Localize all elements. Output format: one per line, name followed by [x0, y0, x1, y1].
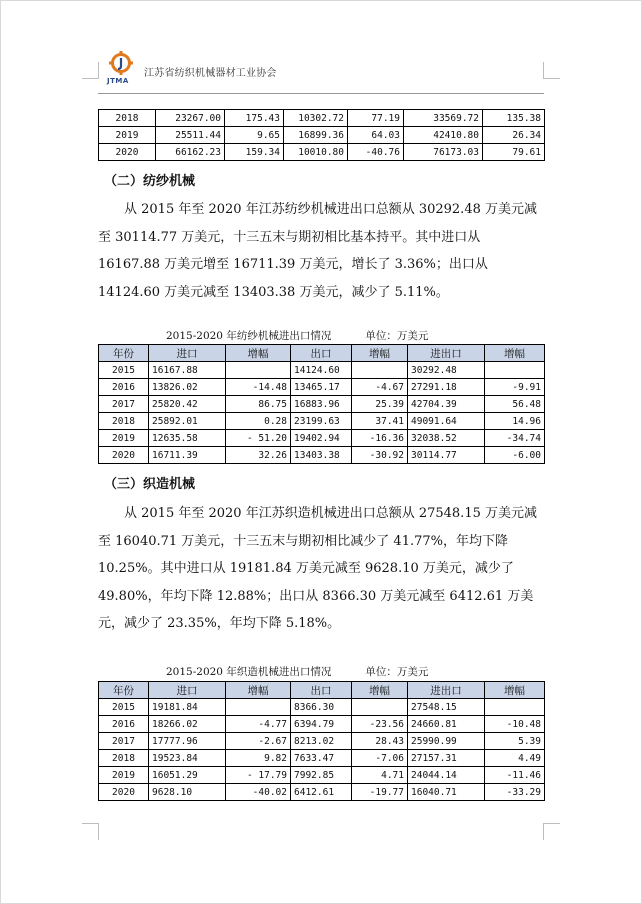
table-cell [226, 699, 291, 716]
column-header: 出口 [291, 682, 352, 699]
table-cell: 12635.58 [149, 430, 226, 447]
table-cell [352, 362, 408, 379]
table-caption-weaving [166, 664, 428, 679]
table-cell: 7633.47 [291, 750, 352, 767]
table-cell [485, 362, 545, 379]
table-cell: 33569.72 [404, 110, 483, 127]
table-caption-spinning [166, 328, 428, 343]
table-cell: 135.38 [483, 110, 545, 127]
table-cell: 6394.79 [291, 716, 352, 733]
table-cell: -23.56 [352, 716, 408, 733]
table-cell: 32.26 [226, 447, 291, 464]
table-cell: 16711.39 [149, 447, 226, 464]
table-cell: 2020 [99, 144, 156, 161]
table-cell: 9.65 [225, 127, 284, 144]
table-cell: 2016 [99, 716, 149, 733]
table-cell: 2015 [99, 362, 149, 379]
table-spinning-machinery [98, 344, 545, 464]
table-cell: 32038.52 [408, 430, 485, 447]
table-cell: 24044.14 [408, 767, 485, 784]
table-cell: 2017 [99, 733, 149, 750]
table-cell: 18266.02 [149, 716, 226, 733]
table-cell: 17777.96 [149, 733, 226, 750]
table-cell: 13465.17 [291, 379, 352, 396]
crop-mark-top-right [543, 62, 560, 79]
table-cell: 175.43 [225, 110, 284, 127]
table-cell: 77.19 [348, 110, 404, 127]
caption-title: 2015-2020 年织造机械进出口情况 [166, 666, 332, 678]
table-row [99, 733, 545, 750]
table-weaving-machinery [98, 681, 545, 801]
table-cell: 56.48 [485, 396, 545, 413]
table-cell: 86.75 [226, 396, 291, 413]
table-cell: 25990.99 [408, 733, 485, 750]
table-cell: 5.39 [485, 733, 545, 750]
table-cell: 14.96 [485, 413, 545, 430]
column-header: 出口 [291, 345, 352, 362]
column-header: 增幅 [226, 345, 291, 362]
table-cell [485, 699, 545, 716]
table-cell: -19.77 [352, 784, 408, 801]
column-header: 增幅 [352, 345, 408, 362]
column-header: 进口 [149, 345, 226, 362]
table-cell: 16051.29 [149, 767, 226, 784]
table-cell: 9.82 [226, 750, 291, 767]
table-cell: -2.67 [226, 733, 291, 750]
table-cell: 2019 [99, 127, 156, 144]
page-header [104, 50, 544, 90]
table-cell: 7992.85 [291, 767, 352, 784]
crop-mark-top-left [82, 62, 99, 79]
table-row [99, 767, 545, 784]
table-cell: 9628.10 [149, 784, 226, 801]
header-rule [98, 93, 544, 94]
table-cell: 13826.02 [149, 379, 226, 396]
table-cell: -4.67 [352, 379, 408, 396]
table-cell: -9.91 [485, 379, 545, 396]
table-row [99, 127, 545, 144]
table-cell: 8366.30 [291, 699, 352, 716]
table-cell: 42410.80 [404, 127, 483, 144]
table-cell: 19181.84 [149, 699, 226, 716]
paragraph-spinning: 从 2015 年至 2020 年江苏纺纱机械进出口总额从 30292.48 万美元减至 30114.77 万美元，十三五末与期初相比基本持平。其中进口从 16167.88 万美元增至 16711.39 万美元，增长了 3.36%；出口从 14124.60 万美元减至 13403.38 万美元，减少了 5.11%。 [98, 202, 537, 300]
table-cell: 25511.44 [156, 127, 225, 144]
table-cell: 23267.00 [156, 110, 225, 127]
table-cell: 0.28 [226, 413, 291, 430]
table-cell: -7.06 [352, 750, 408, 767]
table-cell: -14.48 [226, 379, 291, 396]
section-heading-spinning: （二）纺纱机械 [104, 174, 196, 189]
table-cell: 79.61 [483, 144, 545, 161]
table-cell: 25820.42 [149, 396, 226, 413]
table-cell: 16167.88 [149, 362, 226, 379]
column-header: 年份 [99, 345, 149, 362]
column-header: 进出口 [408, 682, 485, 699]
table-cell: 2020 [99, 447, 149, 464]
table-cell: 2016 [99, 379, 149, 396]
logo-text: JTMA [107, 77, 129, 85]
crop-mark-bottom-left [82, 823, 99, 840]
org-name: 江苏省纺织机械器材工业协会 [144, 68, 277, 79]
column-header: 年份 [99, 682, 149, 699]
table-cell: -10.48 [485, 716, 545, 733]
table-cell: -33.29 [485, 784, 545, 801]
table-cell: 64.03 [348, 127, 404, 144]
table-cell: 2020 [99, 784, 149, 801]
table-row [99, 144, 545, 161]
table-cell: 2017 [99, 396, 149, 413]
table-cell: -40.76 [348, 144, 404, 161]
table-row [99, 110, 545, 127]
caption-unit: 单位：万美元 [365, 330, 429, 342]
table-cell [226, 362, 291, 379]
table-cell: 14124.60 [291, 362, 352, 379]
table-row [99, 784, 545, 801]
caption-title: 2015-2020 年纺纱机械进出口情况 [166, 330, 332, 342]
caption-unit: 单位：万美元 [365, 666, 429, 678]
table-cell: - 17.79 [226, 767, 291, 784]
table-cell: 27548.15 [408, 699, 485, 716]
column-header: 增幅 [352, 682, 408, 699]
section-heading-weaving: （三）织造机械 [104, 477, 196, 492]
table-cell: 19523.84 [149, 750, 226, 767]
table-cell: 42704.39 [408, 396, 485, 413]
table-cell: 27157.31 [408, 750, 485, 767]
column-header: 增幅 [226, 682, 291, 699]
table-cell: -6.00 [485, 447, 545, 464]
table-cell: 16040.71 [408, 784, 485, 801]
table-cell: 159.34 [225, 144, 284, 161]
table-cell: 10302.72 [284, 110, 348, 127]
table-cell: 8213.02 [291, 733, 352, 750]
table-cell: 2018 [99, 413, 149, 430]
crop-mark-bottom-right [543, 823, 560, 840]
table-row [99, 413, 545, 430]
column-header: 进口 [149, 682, 226, 699]
table-row [99, 699, 545, 716]
table-cell: 19402.94 [291, 430, 352, 447]
table-cell: -34.74 [485, 430, 545, 447]
table-cell: 76173.03 [404, 144, 483, 161]
table-cell: 30292.48 [408, 362, 485, 379]
table-cell: 13403.38 [291, 447, 352, 464]
table-cell: 49091.64 [408, 413, 485, 430]
paragraph-weaving: 从 2015 年至 2020 年江苏织造机械进出口总额从 27548.15 万美元减至 16040.71 万美元，十三五末与期初相比减少了 41.77%，年均下降 10.25%。其中进口从 19181.84 万美元减至 9628.10 万美元，减少了 49.80%，年均下降 12.88%；出口从 8366.30 万美元减至 6412.61 万美元，减少了 23.35%，年均下降 5.18%。 [98, 506, 537, 631]
table-cell: -11.46 [485, 767, 545, 784]
table-cell: 37.41 [352, 413, 408, 430]
table-cell: 2018 [99, 110, 156, 127]
column-header: 进出口 [408, 345, 485, 362]
table-cell: 30114.77 [408, 447, 485, 464]
table-cell: 16899.36 [284, 127, 348, 144]
table-cell: 26.34 [483, 127, 545, 144]
table-row [99, 396, 545, 413]
table-cell: 2019 [99, 430, 149, 447]
table-cell: 4.71 [352, 767, 408, 784]
table-top-continuation [98, 109, 545, 161]
table-cell: 28.43 [352, 733, 408, 750]
table-cell: 25892.01 [149, 413, 226, 430]
table-cell: 66162.23 [156, 144, 225, 161]
table-cell: -16.36 [352, 430, 408, 447]
table-cell: 10010.80 [284, 144, 348, 161]
table-row [99, 750, 545, 767]
table-header-row [99, 682, 545, 699]
table-row [99, 430, 545, 447]
table-cell: 2019 [99, 767, 149, 784]
table-cell: 2015 [99, 699, 149, 716]
table-cell: 25.39 [352, 396, 408, 413]
table-cell: 4.49 [485, 750, 545, 767]
table-cell: -40.02 [226, 784, 291, 801]
table-cell: 27291.18 [408, 379, 485, 396]
table-cell: 24660.81 [408, 716, 485, 733]
column-header: 增幅 [485, 345, 545, 362]
table-cell: 2018 [99, 750, 149, 767]
table-cell: -4.77 [226, 716, 291, 733]
table-row [99, 447, 545, 464]
table-row [99, 379, 545, 396]
table-cell: 16883.96 [291, 396, 352, 413]
table-cell: 6412.61 [291, 784, 352, 801]
column-header: 增幅 [485, 682, 545, 699]
table-cell: 23199.63 [291, 413, 352, 430]
table-row [99, 716, 545, 733]
table-row [99, 362, 545, 379]
table-cell: -30.92 [352, 447, 408, 464]
table-cell [352, 699, 408, 716]
table-header-row [99, 345, 545, 362]
table-cell: - 51.20 [226, 430, 291, 447]
